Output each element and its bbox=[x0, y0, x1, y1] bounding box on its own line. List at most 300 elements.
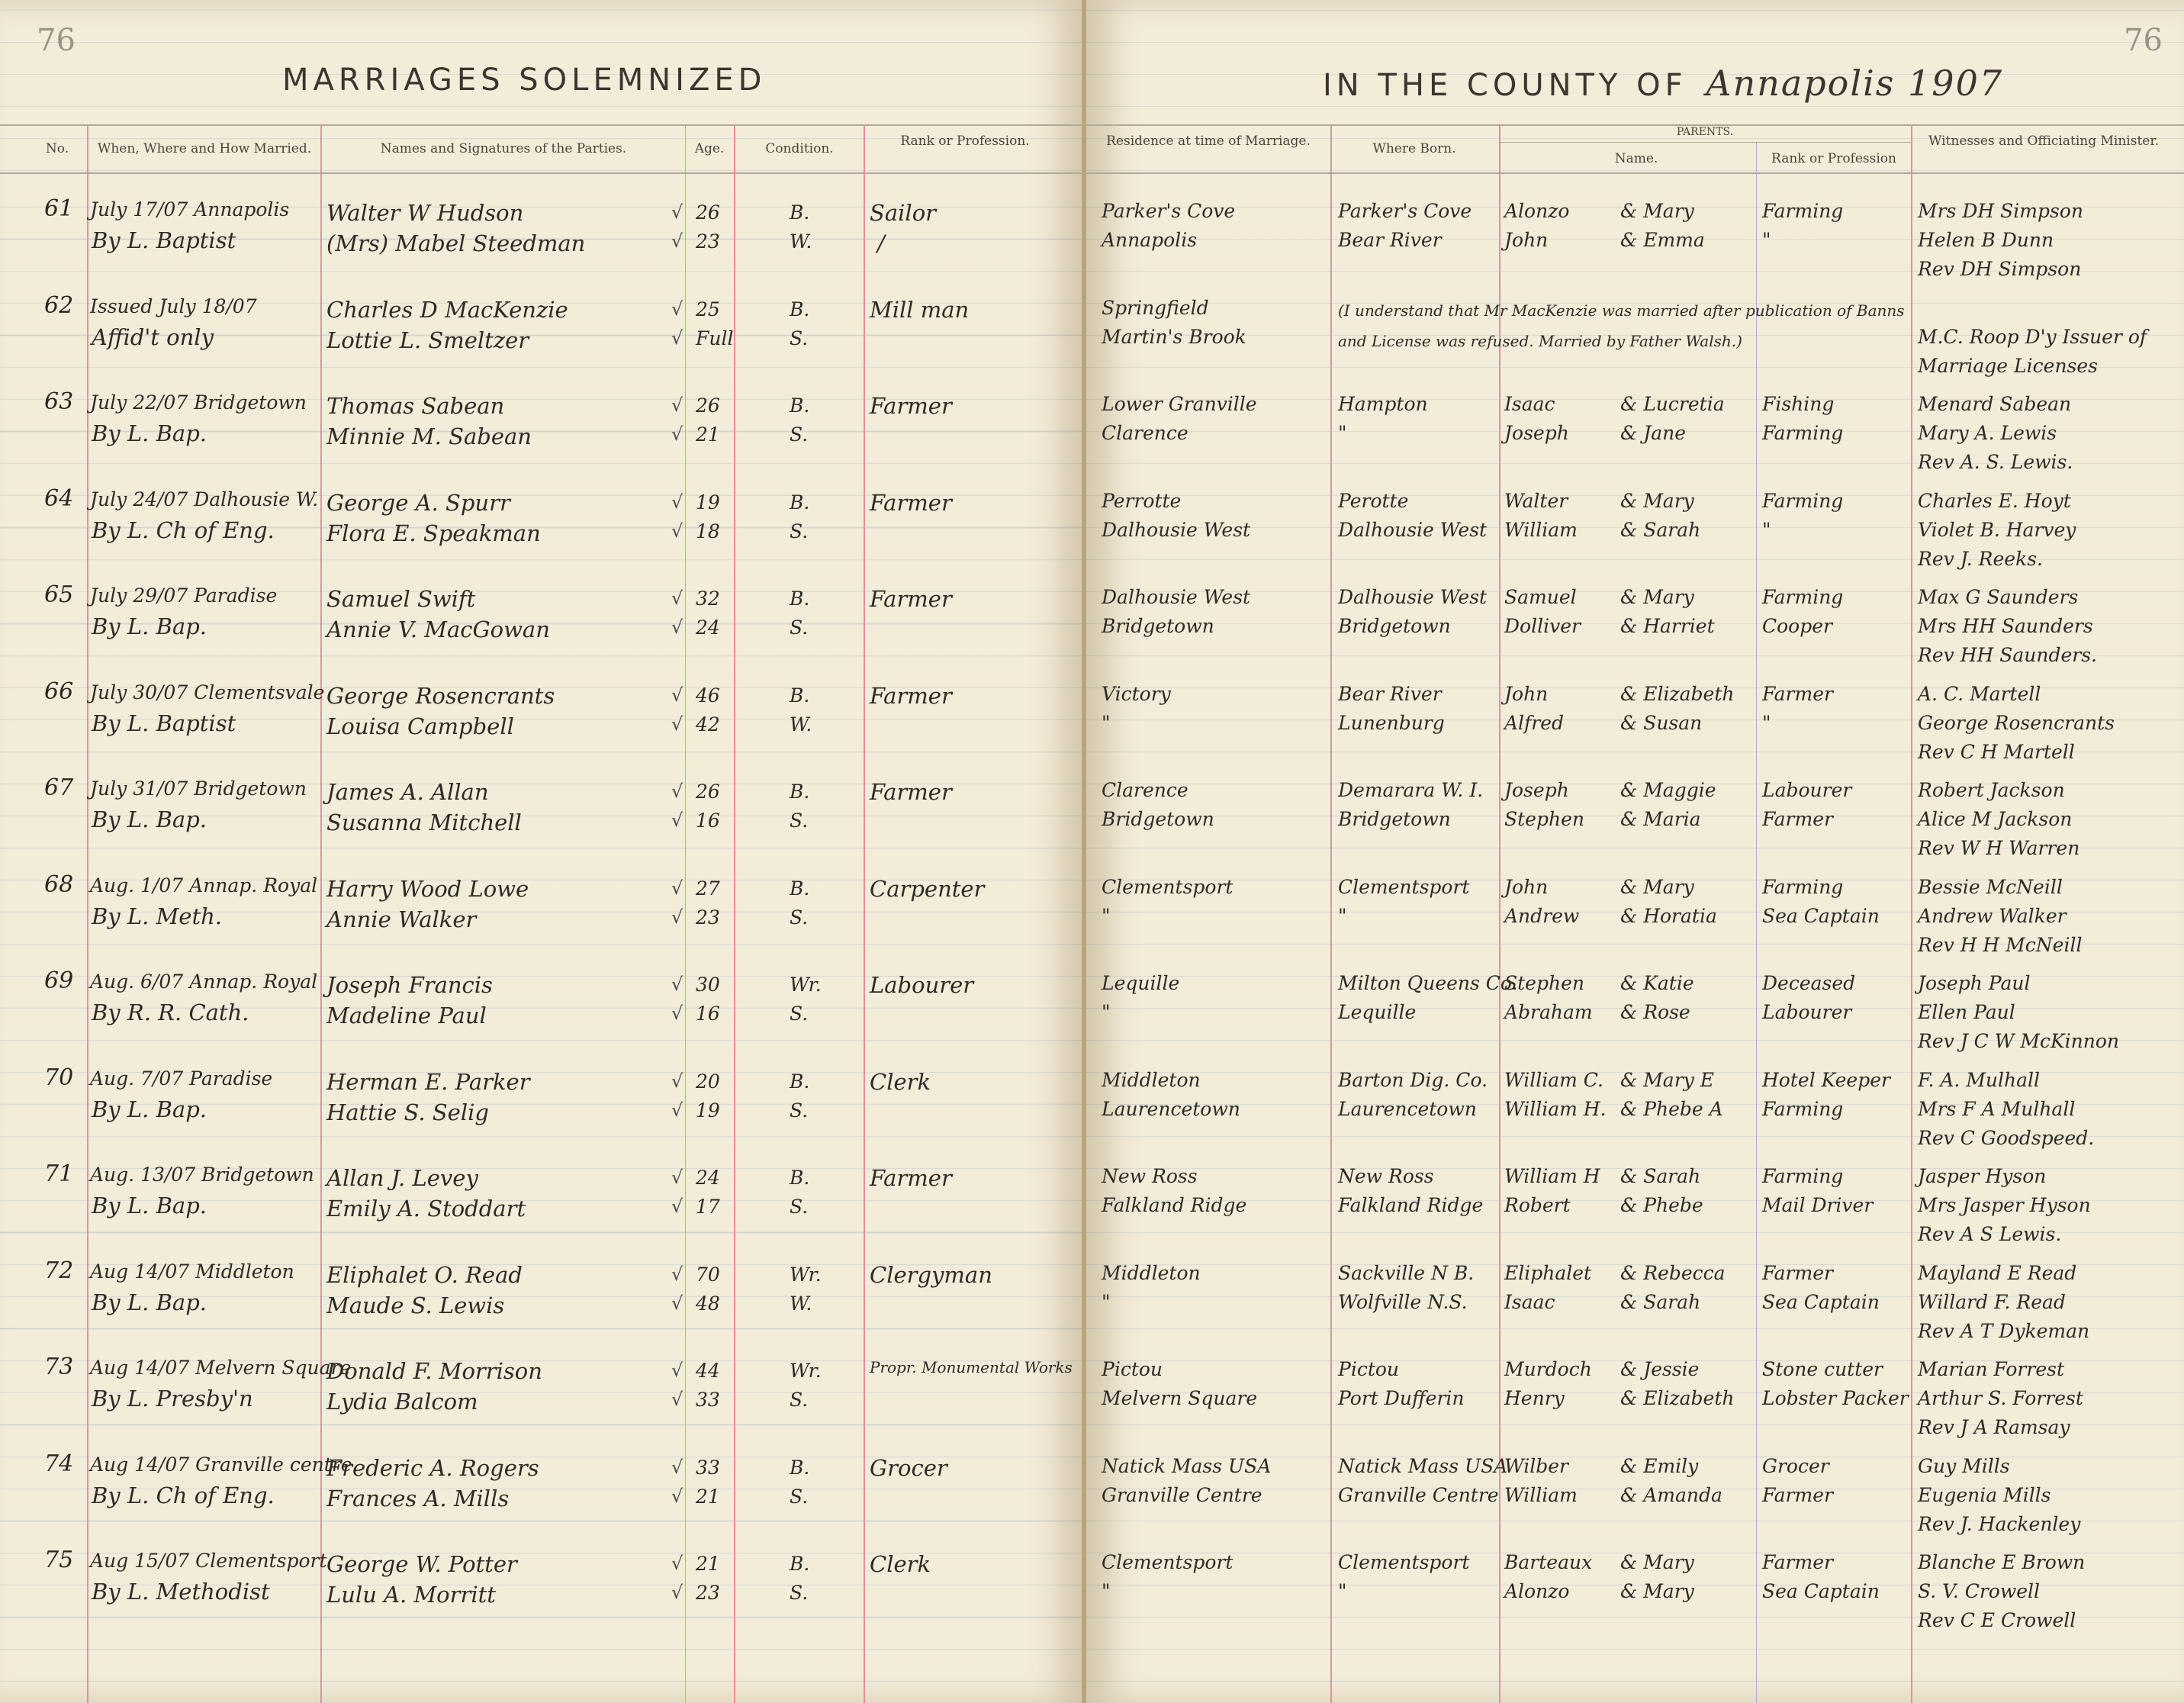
witness-2: M.C. Roop D'y Issuer of bbox=[1918, 325, 2147, 348]
bride-condition: S. bbox=[790, 1003, 809, 1025]
witness-2: Helen B Dunn bbox=[1918, 229, 2054, 251]
groom-profession: Grocer bbox=[870, 1454, 947, 1481]
groom-age: 30 bbox=[696, 974, 720, 996]
groom-condition: B. bbox=[790, 1456, 810, 1479]
groom-residence: Parker's Cove bbox=[1102, 200, 1236, 222]
witness-2: S. V. Crowell bbox=[1918, 1580, 2041, 1602]
witness-2: Mrs Jasper Hyson bbox=[1918, 1194, 2091, 1216]
bride-name: Flora E. Speakman bbox=[326, 520, 541, 546]
groom-condition: B. bbox=[790, 1070, 810, 1093]
groom-residence: Middleton bbox=[1102, 1261, 1201, 1284]
bride-father: Abraham bbox=[1504, 1001, 1593, 1023]
groom-father: Eliphalet bbox=[1504, 1261, 1592, 1284]
bride-birthplace: " bbox=[1338, 1580, 1347, 1602]
bride-condition: S. bbox=[790, 423, 809, 446]
bride-age: 42 bbox=[696, 713, 720, 736]
bride-age: 19 bbox=[696, 1099, 720, 1122]
entry-date-place: Aug 14/07 Melvern Square bbox=[90, 1357, 352, 1379]
bride-parents-profession: Cooper bbox=[1762, 615, 1832, 637]
groom-birthplace: Dalhousie West bbox=[1338, 586, 1488, 608]
header-no: No. bbox=[45, 141, 69, 156]
witness-2: Andrew Walker bbox=[1918, 904, 2067, 927]
bride-mother: & Mary bbox=[1620, 1580, 1694, 1602]
groom-residence: Clarence bbox=[1102, 779, 1188, 801]
groom-father: William C. bbox=[1504, 1068, 1603, 1091]
groom-profession: Labourer bbox=[870, 972, 974, 998]
right-page bbox=[1086, 0, 2184, 1703]
witness-1: Mayland E Read bbox=[1918, 1261, 2077, 1284]
entry-number: 70 bbox=[44, 1064, 74, 1091]
check-mark-icon: √ bbox=[671, 1582, 684, 1603]
groom-condition: B. bbox=[790, 1553, 810, 1575]
check-mark-icon: √ bbox=[671, 1196, 684, 1217]
check-mark-icon: √ bbox=[671, 1070, 684, 1092]
groom-mother: & Emily bbox=[1620, 1454, 1699, 1477]
header-rank: Rank or Profession. bbox=[900, 134, 1030, 149]
check-mark-icon: √ bbox=[671, 1099, 684, 1121]
column-rule bbox=[734, 126, 735, 1703]
entry-number: 71 bbox=[44, 1161, 74, 1187]
officiating-minister: Rev J A Ramsay bbox=[1918, 1416, 2070, 1438]
groom-profession: Clergyman bbox=[870, 1261, 992, 1288]
check-mark-icon: √ bbox=[671, 810, 684, 831]
bride-father: John bbox=[1504, 229, 1549, 251]
groom-residence: New Ross bbox=[1102, 1165, 1198, 1187]
bride-father: Andrew bbox=[1504, 904, 1580, 927]
bride-residence: " bbox=[1102, 1001, 1111, 1023]
witness-1: Joseph Paul bbox=[1918, 972, 2031, 994]
bride-parents-profession: Farmer bbox=[1762, 1483, 1833, 1506]
groom-age: 21 bbox=[696, 1553, 720, 1575]
bride-father: Henry bbox=[1504, 1387, 1565, 1409]
column-rule bbox=[87, 126, 88, 1703]
bride-birthplace: Falkland Ridge bbox=[1338, 1194, 1484, 1216]
groom-birthplace: Barton Dig. Co. bbox=[1338, 1068, 1488, 1091]
check-mark-icon: √ bbox=[671, 327, 684, 349]
groom-residence: Lequille bbox=[1102, 972, 1180, 994]
entry-date-place: July 31/07 Bridgetown bbox=[90, 777, 307, 800]
groom-father: Wilber bbox=[1504, 1454, 1568, 1477]
groom-name: George W. Potter bbox=[326, 1551, 517, 1577]
bride-residence: Bridgetown bbox=[1102, 808, 1214, 830]
entry-how-married: By L. Bap. bbox=[92, 1096, 207, 1122]
groom-mother: & Katie bbox=[1620, 972, 1694, 994]
bride-age: 24 bbox=[696, 616, 720, 639]
entry-date-place: July 30/07 Clementsvale bbox=[90, 681, 325, 703]
bride-father: Dolliver bbox=[1504, 615, 1581, 637]
groom-condition: B. bbox=[790, 684, 810, 707]
bride-father: William bbox=[1504, 518, 1578, 541]
bride-name: Lydia Balcom bbox=[326, 1389, 478, 1415]
bride-birthplace: " bbox=[1338, 422, 1347, 444]
check-mark-icon: √ bbox=[671, 1485, 684, 1507]
groom-mother: & Mary bbox=[1620, 489, 1694, 512]
bride-parents-profession: Lobster Packer bbox=[1762, 1387, 1909, 1409]
entry-date-place: Aug. 6/07 Annap. Royal bbox=[90, 971, 318, 993]
bride-parents-profession: Mail Driver bbox=[1762, 1194, 1874, 1216]
bride-residence: Falkland Ridge bbox=[1102, 1194, 1247, 1216]
bride-age: 33 bbox=[696, 1389, 720, 1411]
entry-date-place: July 29/07 Paradise bbox=[90, 584, 278, 607]
groom-name: Harry Wood Lowe bbox=[326, 875, 529, 902]
officiating-minister: Rev A. S. Lewis. bbox=[1918, 451, 2073, 473]
column-rule bbox=[864, 126, 865, 1703]
bride-mother: & Sarah bbox=[1620, 1290, 1701, 1313]
entry-how-married: By L. Bap. bbox=[92, 613, 207, 639]
check-mark-icon: √ bbox=[671, 1292, 684, 1314]
bride-condition: W. bbox=[790, 230, 812, 253]
groom-name: George A. Spurr bbox=[326, 489, 510, 516]
bride-residence: Annapolis bbox=[1102, 229, 1198, 251]
groom-birthplace: Clementsport bbox=[1338, 1551, 1470, 1573]
groom-residence: Middleton bbox=[1102, 1068, 1201, 1091]
bride-age: 18 bbox=[696, 520, 720, 542]
groom-father: Barteaux bbox=[1504, 1551, 1593, 1573]
groom-father: Isaac bbox=[1504, 393, 1555, 415]
bride-father: Alfred bbox=[1504, 711, 1565, 734]
bride-age: 21 bbox=[696, 1485, 720, 1508]
officiating-minister: Rev J. Reeks. bbox=[1918, 547, 2044, 570]
bride-parents-profession: Farming bbox=[1762, 422, 1844, 444]
groom-condition: B. bbox=[790, 781, 810, 803]
groom-condition: B. bbox=[790, 877, 810, 900]
bride-birthplace: Lequille bbox=[1338, 1001, 1417, 1023]
bride-mother: & Amanda bbox=[1620, 1483, 1722, 1506]
bride-birthplace: Laurencetown bbox=[1338, 1097, 1477, 1120]
check-mark-icon: √ bbox=[671, 877, 684, 899]
groom-birthplace: Pictou bbox=[1338, 1358, 1400, 1380]
entry-how-married: By L. Baptist bbox=[92, 710, 236, 736]
groom-age: 26 bbox=[696, 781, 720, 803]
bride-father: William H. bbox=[1504, 1097, 1607, 1120]
bride-residence: Melvern Square bbox=[1102, 1387, 1258, 1409]
entry-date-place: July 24/07 Dalhousie W. bbox=[90, 488, 319, 510]
entry-number: 61 bbox=[44, 195, 74, 222]
bride-residence: " bbox=[1102, 1290, 1111, 1313]
bride-residence: Martin's Brook bbox=[1102, 325, 1246, 348]
groom-name: Charles D MacKenzie bbox=[326, 296, 568, 323]
groom-profession: Farmer bbox=[870, 779, 952, 805]
check-mark-icon: √ bbox=[671, 423, 684, 445]
entry-number: 69 bbox=[44, 967, 74, 994]
witness-2: Mrs F A Mulhall bbox=[1918, 1097, 2076, 1120]
check-mark-icon: √ bbox=[671, 491, 684, 513]
bride-condition: S. bbox=[790, 520, 809, 542]
entry-how-married: By L. Bap. bbox=[92, 1289, 207, 1315]
bride-residence: " bbox=[1102, 1580, 1111, 1602]
entry-how-married: Affid't only bbox=[92, 324, 214, 350]
bride-mother: & Phebe bbox=[1620, 1194, 1703, 1216]
bride-name: Emily A. Stoddart bbox=[326, 1196, 526, 1222]
entry-how-married: By L. Presby'n bbox=[92, 1386, 253, 1412]
column-rule bbox=[685, 126, 686, 1703]
entry-date-place: Aug 14/07 Granville centre bbox=[90, 1453, 352, 1476]
groom-parents-profession: Fishing bbox=[1762, 393, 1835, 415]
officiating-minister: Rev DH Simpson bbox=[1918, 258, 2082, 280]
entry-number: 75 bbox=[44, 1547, 74, 1573]
header-condition: Condition. bbox=[765, 141, 834, 156]
bride-condition: W. bbox=[790, 1292, 812, 1315]
title-county-hand: Annapolis 1907 bbox=[1706, 63, 2004, 104]
groom-birthplace: New Ross bbox=[1338, 1165, 1434, 1187]
bride-birthplace: Bridgetown bbox=[1338, 808, 1451, 830]
entry-number: 73 bbox=[44, 1354, 74, 1380]
bride-birthplace: Bear River bbox=[1338, 229, 1442, 251]
bride-mother: & Sarah bbox=[1620, 518, 1701, 541]
check-mark-icon: √ bbox=[671, 298, 684, 320]
groom-age: 19 bbox=[696, 491, 720, 513]
bride-father: William bbox=[1504, 1483, 1578, 1506]
bride-parents-profession: " bbox=[1762, 518, 1771, 541]
check-mark-icon: √ bbox=[671, 201, 684, 223]
groom-name: Frederic A. Rogers bbox=[326, 1454, 539, 1481]
bride-parents-profession: Farmer bbox=[1762, 808, 1833, 830]
entry-number: 67 bbox=[44, 774, 74, 801]
witness-1: Jasper Hyson bbox=[1918, 1165, 2047, 1187]
header-born: Where Born. bbox=[1372, 141, 1456, 156]
entry-how-married: By L. Methodist bbox=[92, 1579, 270, 1605]
bride-name: Louisa Campbell bbox=[326, 713, 514, 739]
groom-residence: Springfield bbox=[1102, 296, 1209, 319]
bride-mother: & Susan bbox=[1620, 711, 1703, 734]
bride-mother: & Maria bbox=[1620, 808, 1701, 830]
groom-profession: Farmer bbox=[870, 393, 952, 419]
groom-father: John bbox=[1504, 682, 1549, 705]
bride-condition: W. bbox=[790, 713, 812, 736]
bride-condition: S. bbox=[790, 1099, 809, 1122]
entry-number: 66 bbox=[44, 678, 74, 705]
groom-mother: & Jessie bbox=[1620, 1358, 1700, 1380]
groom-parents-profession: Stone cutter bbox=[1762, 1358, 1883, 1380]
bride-birthplace: Dalhousie West bbox=[1338, 518, 1488, 541]
witness-2: Willard F. Read bbox=[1918, 1290, 2066, 1313]
groom-residence: Pictou bbox=[1102, 1358, 1163, 1380]
officiating-minister: Rev J. Hackenley bbox=[1918, 1512, 2081, 1535]
check-mark-icon: √ bbox=[671, 588, 684, 609]
bride-condition: S. bbox=[790, 1582, 809, 1604]
check-mark-icon: √ bbox=[671, 974, 684, 995]
witness-2: Ellen Paul bbox=[1918, 1001, 2015, 1023]
page-number-left: 76 bbox=[37, 23, 76, 58]
check-mark-icon: √ bbox=[671, 1360, 684, 1381]
groom-name: Herman E. Parker bbox=[326, 1068, 530, 1095]
check-mark-icon: √ bbox=[671, 906, 684, 928]
entry-how-married: By L. Ch of Eng. bbox=[92, 1482, 275, 1508]
officiating-minister: Rev W H Warren bbox=[1918, 837, 2080, 859]
header-parents: PARENTS. bbox=[1676, 126, 1734, 138]
bride-residence: Granville Centre bbox=[1102, 1483, 1262, 1506]
groom-profession: Propr. Monumental Works bbox=[870, 1358, 1073, 1376]
header-names: Names and Signatures of the Parties. bbox=[380, 141, 627, 156]
parents-subrule bbox=[1499, 142, 1911, 143]
bride-name: Susanna Mitchell bbox=[326, 810, 522, 835]
check-mark-icon: √ bbox=[671, 394, 684, 416]
bride-age: 23 bbox=[696, 230, 720, 253]
bride-residence: Clarence bbox=[1102, 422, 1188, 444]
entry-number: 68 bbox=[44, 871, 74, 898]
bride-birthplace: Wolfville N.S. bbox=[1338, 1290, 1468, 1313]
check-mark-icon: √ bbox=[671, 1263, 684, 1285]
groom-residence: Dalhousie West bbox=[1102, 586, 1251, 608]
groom-name: Donald F. Morrison bbox=[326, 1358, 542, 1384]
witness-1: Guy Mills bbox=[1918, 1454, 2010, 1477]
check-mark-icon: √ bbox=[671, 684, 684, 706]
groom-father: Stephen bbox=[1504, 972, 1584, 994]
groom-residence: Victory bbox=[1102, 682, 1171, 705]
entry-date-place: Aug 15/07 Clementsport bbox=[90, 1550, 327, 1572]
bride-condition: S. bbox=[790, 906, 809, 929]
witness-1: Blanche E Brown bbox=[1918, 1551, 2086, 1573]
header-parents-name: Name. bbox=[1614, 151, 1658, 166]
groom-birthplace: Hampton bbox=[1338, 393, 1428, 415]
groom-profession: Farmer bbox=[870, 1165, 952, 1191]
groom-profession: Carpenter bbox=[870, 875, 985, 902]
groom-mother: & Mary bbox=[1620, 875, 1694, 898]
bride-parents-profession: Sea Captain bbox=[1762, 904, 1880, 927]
entry-date-place: Aug. 1/07 Annap. Royal bbox=[90, 874, 318, 897]
page-title-right bbox=[1323, 63, 2003, 104]
entry-date-place: Aug 14/07 Middleton bbox=[90, 1260, 294, 1283]
bride-age: 23 bbox=[696, 1582, 720, 1604]
bride-name: Lottie L. Smeltzer bbox=[326, 327, 529, 353]
groom-residence: Clementsport bbox=[1102, 1551, 1234, 1573]
header-bottom-rule bbox=[0, 172, 1083, 174]
header-residence: Residence at time of Marriage. bbox=[1106, 134, 1311, 149]
bride-mother: & Phebe A bbox=[1620, 1097, 1723, 1120]
check-mark-icon: √ bbox=[671, 1456, 684, 1478]
groom-condition: B. bbox=[790, 201, 810, 224]
entry-date-place: Issued July 18/07 bbox=[90, 295, 257, 317]
witness-2: George Rosencrants bbox=[1918, 711, 2115, 734]
bride-age: 23 bbox=[696, 906, 720, 929]
bride-father: Isaac bbox=[1504, 1290, 1555, 1313]
bride-condition: S. bbox=[790, 1485, 809, 1508]
bride-name: Annie Walker bbox=[326, 906, 477, 932]
groom-profession: Mill man bbox=[870, 296, 970, 323]
groom-father: William H bbox=[1504, 1165, 1600, 1187]
groom-name: Eliphalet O. Read bbox=[326, 1261, 523, 1288]
header-parents-rank: Rank or Profession bbox=[1771, 151, 1896, 166]
bride-age: 16 bbox=[696, 1003, 720, 1025]
groom-parents-profession: Farming bbox=[1762, 200, 1844, 222]
groom-mother: & Rebecca bbox=[1620, 1261, 1726, 1284]
groom-age: 26 bbox=[696, 394, 720, 417]
groom-condition: Wr. bbox=[790, 1360, 822, 1382]
groom-father: John bbox=[1504, 875, 1549, 898]
groom-mother: & Mary bbox=[1620, 586, 1694, 608]
groom-birthplace: Perotte bbox=[1338, 489, 1409, 512]
check-mark-icon: √ bbox=[671, 520, 684, 542]
check-mark-icon: √ bbox=[671, 713, 684, 735]
bride-name: (Mrs) Mabel Steedman bbox=[326, 230, 586, 256]
groom-profession: Farmer bbox=[870, 586, 952, 612]
bride-residence: Bridgetown bbox=[1102, 615, 1214, 637]
bride-mother: & Elizabeth bbox=[1620, 1387, 1735, 1409]
bride-father: Joseph bbox=[1504, 422, 1569, 444]
witness-1: Robert Jackson bbox=[1918, 779, 2065, 801]
groom-condition: B. bbox=[790, 491, 810, 513]
groom-parents-profession: Farmer bbox=[1762, 1551, 1833, 1573]
groom-age: 32 bbox=[696, 588, 720, 610]
groom-name: James A. Allan bbox=[326, 779, 489, 805]
witness-1: Bessie McNeill bbox=[1918, 875, 2063, 898]
groom-parents-profession: Farming bbox=[1762, 489, 1844, 512]
title-county-print: IN THE COUNTY OF bbox=[1323, 68, 1687, 103]
bride-parents-profession: Sea Captain bbox=[1762, 1580, 1880, 1602]
bride-parents-profession: " bbox=[1762, 711, 1771, 734]
entry-how-married: By R. R. Cath. bbox=[92, 1000, 249, 1025]
entry-number: 63 bbox=[44, 388, 74, 415]
witness-2: Mary A. Lewis bbox=[1918, 422, 2057, 444]
bride-condition: S. bbox=[790, 1389, 809, 1411]
check-mark-icon: √ bbox=[671, 1167, 684, 1188]
groom-parents-profession: Hotel Keeper bbox=[1762, 1068, 1890, 1091]
bride-mother: & Horatia bbox=[1620, 904, 1717, 927]
header-age: Age. bbox=[694, 141, 725, 156]
officiating-minister: Rev HH Saunders. bbox=[1918, 644, 2097, 666]
groom-parents-profession: Farmer bbox=[1762, 682, 1833, 705]
groom-father: Walter bbox=[1504, 489, 1568, 512]
officiating-minister: Rev C E Crowell bbox=[1918, 1609, 2076, 1631]
groom-condition: B. bbox=[790, 298, 810, 320]
groom-mother: & Mary bbox=[1620, 200, 1694, 222]
bride-name: Maude S. Lewis bbox=[326, 1292, 505, 1318]
groom-residence: Clementsport bbox=[1102, 875, 1234, 898]
check-mark-icon: √ bbox=[671, 1389, 684, 1410]
groom-condition: B. bbox=[790, 1167, 810, 1189]
entry-how-married: By L. Bap. bbox=[92, 1193, 207, 1218]
entry-note: (I understand that Mr MacKenzie was married after publication of Banns bbox=[1338, 301, 1905, 320]
entry-how-married: By L. Meth. bbox=[92, 903, 223, 929]
groom-parents-profession: Grocer bbox=[1762, 1454, 1829, 1477]
groom-age: 33 bbox=[696, 1456, 720, 1479]
officiating-minister: Rev A T Dykeman bbox=[1918, 1319, 2090, 1342]
witness-2: Violet B. Harvey bbox=[1918, 518, 2076, 541]
entry-number: 72 bbox=[44, 1257, 74, 1284]
groom-name: Samuel Swift bbox=[326, 586, 476, 612]
bride-age: 48 bbox=[696, 1292, 720, 1315]
bride-parents-profession: " bbox=[1762, 229, 1771, 251]
page-number-right: 76 bbox=[2124, 23, 2163, 58]
bride-birthplace: Lunenburg bbox=[1338, 711, 1445, 734]
bride-birthplace: " bbox=[1338, 904, 1347, 927]
witness-1: Mrs DH Simpson bbox=[1918, 200, 2083, 222]
groom-condition: B. bbox=[790, 588, 810, 610]
entry-date-place: July 17/07 Annapolis bbox=[90, 198, 290, 221]
entry-how-married: By L. Ch of Eng. bbox=[92, 517, 275, 543]
groom-profession: Sailor bbox=[870, 200, 937, 226]
bride-residence: Laurencetown bbox=[1102, 1097, 1240, 1120]
column-rule bbox=[1756, 142, 1757, 1703]
bride-age: 16 bbox=[696, 810, 720, 832]
entry-number: 74 bbox=[44, 1450, 74, 1477]
groom-profession: Farmer bbox=[870, 489, 952, 516]
entry-date-place: Aug. 13/07 Bridgetown bbox=[90, 1164, 314, 1186]
entry-number: 62 bbox=[44, 291, 74, 319]
bride-mother: & Emma bbox=[1620, 229, 1705, 251]
groom-birthplace: Sackville N B. bbox=[1338, 1261, 1475, 1284]
bride-name: Minnie M. Sabean bbox=[326, 423, 532, 449]
groom-condition: Wr. bbox=[790, 1263, 822, 1286]
groom-parents-profession: Farming bbox=[1762, 586, 1844, 608]
groom-mother: & Lucretia bbox=[1620, 393, 1725, 415]
bride-condition: S. bbox=[790, 810, 809, 832]
groom-father: Samuel bbox=[1504, 586, 1577, 608]
groom-residence: Perrotte bbox=[1102, 489, 1182, 512]
groom-birthplace: Demarara W. I. bbox=[1338, 779, 1484, 801]
bride-profession: / bbox=[877, 230, 885, 256]
witness-1: Charles E. Hoyt bbox=[1918, 489, 2071, 512]
